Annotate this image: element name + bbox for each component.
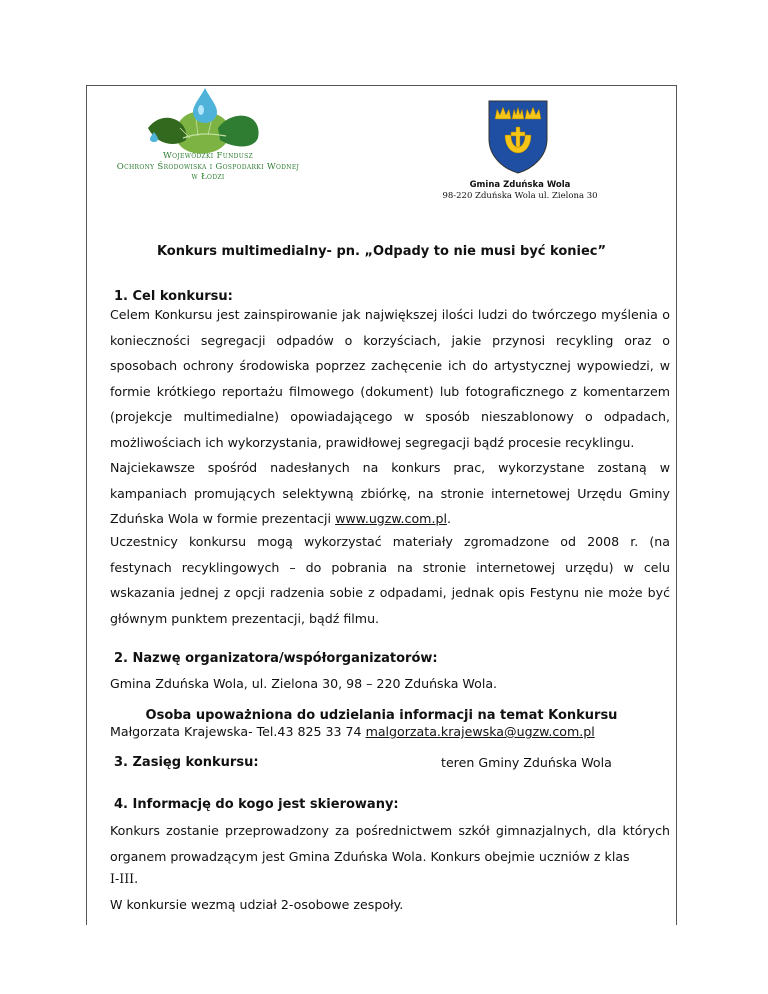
website-link[interactable]: www.ugzw.com.pl	[335, 511, 447, 526]
section2-heading: 2. Nazwę organizatora/współorganizatorów:	[114, 651, 438, 666]
section1-paragraph1: Celem Konkursu jest zainspirowanie jak największej ilości ludzi do twórczego myślenia o konieczności segregacji odpadów o korzyściach, jakie przynosi recykling oraz o sposobach ochrony środowiska poprzez zachęcenie ich do artystycznej wypowiedzi, w formie krótkiego reportażu filmowego (dokument) lub fotograficznego z komentarzem (projekcje multimedialne) opowiadającego w sposób nieszablonowy o odpadach, możliwościach ich wykorzystania, prawidłowej segregacji bądź procesie recyklingu.	[110, 307, 670, 450]
contact-line	[110, 724, 595, 739]
section3-value: teren Gminy Zduńska Wola	[441, 755, 612, 770]
section4-paragraph2: W konkursie wezmą udział 2-osobowe zespoły.	[110, 897, 404, 912]
gmina-address: 98-220 Zduńska Wola ul. Zielona 30	[442, 191, 598, 201]
section4-paragraph1: Konkurs zostanie przeprowadzony za pośrednictwem szkół gimnazjalnych, dla których organem prowadzącym jest Gmina Zduńska Wola. Konkurs obejmie uczniów z klas	[110, 823, 670, 864]
fund-text-line1: Wojewódzki Fundusz	[162, 151, 253, 161]
fund-text-line2: Ochrony Środowiska i Gospodarki Wodnej	[116, 161, 300, 172]
coat-of-arms	[487, 99, 549, 174]
contact-person: Małgorzata Krajewska- Tel.43 825 33 74	[110, 724, 366, 739]
document-title: Konkurs multimedialny- pn. „Odpady to nie musi być koniec”	[156, 244, 607, 259]
fund-text-line3: w Łodzi	[191, 172, 225, 182]
gmina-name: Gmina Zduńska Wola	[469, 180, 571, 190]
organizer-text: Gmina Zduńska Wola, ul. Zielona 30, 98 – 220 Zduńska Wola.	[110, 676, 498, 691]
section1-paragraph2	[110, 455, 670, 532]
fund-logo-text	[108, 151, 308, 183]
section4-classes: I-III.	[110, 871, 139, 886]
section4-heading: 4. Informację do kogo jest skierowany:	[114, 797, 399, 812]
section1-paragraph3: Uczestnicy konkursu mogą wykorzystać materiały zgromadzone od 2008 r. (na festynach recyklingowych – do pobrania na stronie internetowej urzędu) w celu wskazania jednej z opcji radzenia sobie z odpadami, jednak opis Festynu nie może być głównym punktem prezentacji, bądź filmu.	[110, 534, 670, 626]
contact-email-link[interactable]: malgorzata.krajewska@ugzw.com.pl	[365, 724, 595, 739]
contact-heading: Osoba upoważniona do udzielania informacji na temat Konkursu	[145, 708, 618, 723]
section3-heading: 3. Zasięg konkursu:	[114, 755, 259, 770]
section1-p2-text: Najciekawsze spośród nadesłanych na konkurs prac, wykorzystane zostaną w kampaniach promujących selektywną zbiórkę, na stronie internetowej Urzędu Gminy Zduńska Wola w formie prezentacji	[110, 460, 670, 526]
section1-heading: 1. Cel konkursu:	[114, 289, 233, 304]
section1-p2-end: .	[446, 511, 451, 526]
fund-logo	[108, 88, 308, 200]
water-drop	[193, 88, 217, 123]
